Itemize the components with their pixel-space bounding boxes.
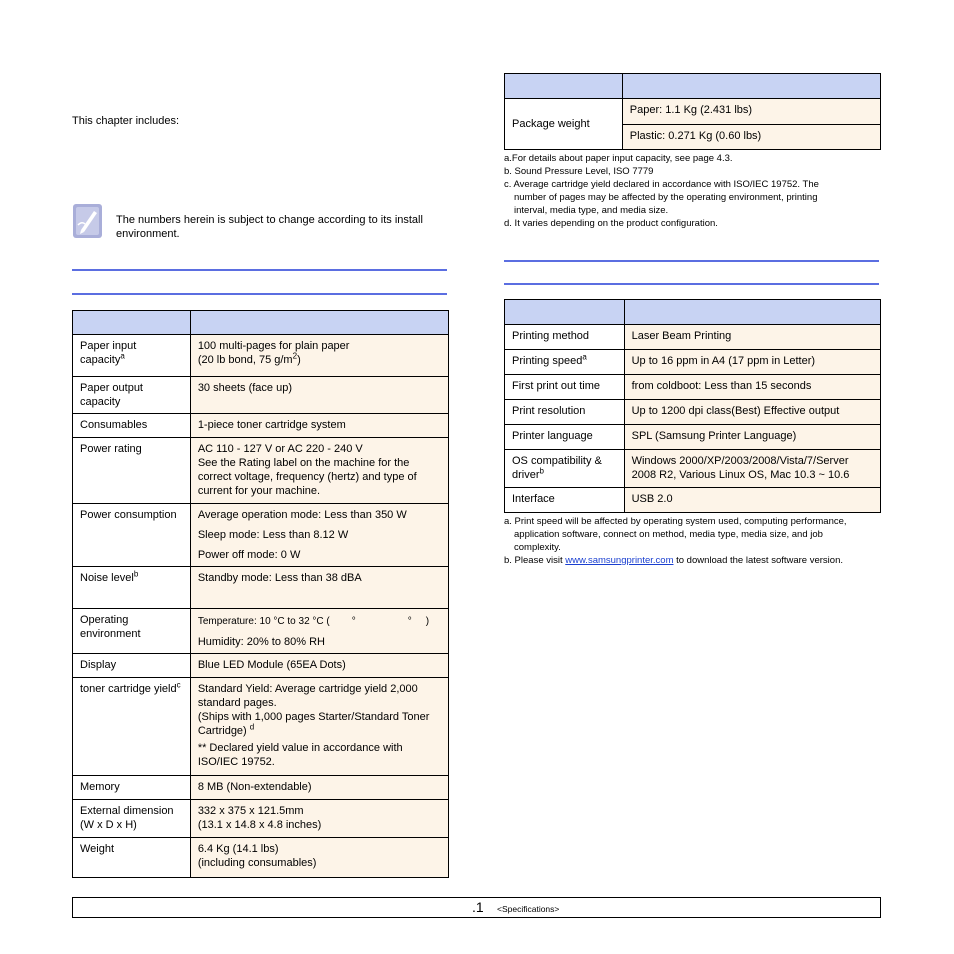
row-value: Average operation mode: Less than 350 W: [197, 509, 407, 521]
row-label: Package weight: [505, 99, 623, 150]
row-value: 6.4 Kg (14.1 lbs): [197, 843, 279, 855]
footnote-ref: a: [582, 352, 587, 362]
table-row: [73, 776, 449, 800]
footnote: b. Please visit: [504, 555, 566, 566]
row-label: Interface: [505, 488, 625, 513]
row-value: 1-piece toner cartridge system: [190, 414, 448, 438]
footnote: c. Average cartridge yield declared in accordance with ISO/IEC 19752. The: [504, 179, 819, 190]
footnote-ref: d: [249, 722, 255, 732]
row-value: (including consumables): [197, 857, 317, 869]
row-value: (13.1 x 14.8 x 4.8 inches): [197, 819, 322, 831]
row-label: Memory: [73, 776, 191, 800]
table-row: [505, 99, 881, 150]
row-value: (20 lb bond, 75 g/m: [197, 354, 293, 366]
table-header-row: [505, 74, 881, 99]
footnote: to download the latest software version.: [673, 555, 843, 566]
row-label: Power consumption: [73, 504, 191, 567]
footnote: a. Print speed will be affected by operating system used, computing performance,: [504, 516, 847, 527]
table-row: [73, 838, 449, 878]
section-rule: [72, 293, 447, 295]
row-label: Paper output capacity: [73, 377, 191, 414]
printer-spec-table: [504, 299, 881, 513]
section-rule: [72, 269, 447, 271]
table-row: [505, 400, 881, 425]
table-row: [505, 325, 881, 350]
footnote-ref: b: [133, 569, 139, 579]
row-value: (Ships with 1,000 pages Starter/Standard Toner Cartridge): [197, 711, 430, 737]
table-row: [73, 504, 449, 567]
row-value: Windows 2000/XP/2003/2008/Vista/7/Server 2008 R2, Various Linux OS, Mac 10.3 ~ 10.6: [624, 450, 880, 488]
table-row: [73, 654, 449, 678]
intro-text: This chapter includes:: [72, 115, 179, 127]
row-label: Operating environment: [73, 609, 191, 654]
temperature-text: Temperature: 10 °C to 32 °C (: [197, 616, 330, 627]
table-row: [505, 375, 881, 400]
row-value: ** Declared yield value in accordance with ISO/IEC 19752.: [197, 742, 403, 768]
degree-symbol: °: [351, 616, 356, 627]
row-value: Power off mode: 0 W: [197, 549, 301, 561]
footnote: application software, connect on method, media type, media size, and job: [514, 529, 823, 540]
superscript: 2: [292, 351, 298, 361]
degree-symbol: °: [407, 616, 412, 627]
row-label: External dimension (W x D x H): [73, 800, 191, 838]
table-row: [73, 335, 449, 377]
samsung-printer-link[interactable]: www.samsungprinter.com: [565, 555, 674, 566]
package-weight-table: [504, 73, 881, 150]
row-value: ): [297, 354, 301, 366]
table-row: [505, 350, 881, 375]
footnote: b. Sound Pressure Level, ISO 7779: [504, 166, 654, 177]
table-row: [505, 425, 881, 450]
table-row: [73, 609, 449, 654]
row-value: 30 sheets (face up): [190, 377, 448, 414]
row-value: SPL (Samsung Printer Language): [624, 425, 880, 450]
row-label: OS compatibility & driver: [512, 455, 602, 481]
footnotes-printer: [504, 515, 884, 567]
page-footer: [72, 897, 881, 918]
table-row: [73, 567, 449, 609]
row-value: 8 MB (Non-extendable): [190, 776, 448, 800]
row-value: See the Rating label on the machine for the correct voltage, frequency (hertz) and type of current for your machine.: [197, 457, 417, 497]
row-value: Humidity: 20% to 80% RH: [197, 636, 325, 648]
row-label: Weight: [73, 838, 191, 878]
paren-close: ): [425, 616, 430, 627]
footnotes-package: [504, 152, 884, 230]
table-row: [505, 450, 881, 488]
table-row: [73, 377, 449, 414]
footnote-ref: c: [176, 680, 181, 690]
chapter-tag: <Specifications>: [497, 904, 560, 914]
row-label: Paper input capacity: [80, 340, 137, 366]
table-header-row: [505, 300, 881, 325]
general-spec-table: [72, 310, 449, 878]
page-number: .1: [472, 899, 484, 915]
row-label: Noise level: [80, 572, 134, 584]
section-rule: [504, 283, 879, 285]
pencil-note-icon: [72, 203, 103, 239]
row-value: Blue LED Module (65EA Dots): [190, 654, 448, 678]
footnote: d. It varies depending on the product configuration.: [504, 218, 718, 229]
row-value: 100 multi-pages for plain paper: [197, 340, 350, 352]
table-row: [73, 800, 449, 838]
row-label: Print resolution: [505, 400, 625, 425]
footnote: interval, media type, and media size.: [514, 205, 669, 216]
row-label: Printing method: [505, 325, 625, 350]
footnote: number of pages may be affected by the operating environment, printing: [514, 192, 818, 203]
section-rule: [504, 260, 879, 262]
row-value: [191, 609, 448, 633]
table-row: [505, 488, 881, 513]
footnote-ref: a: [120, 351, 125, 361]
row-label: Consumables: [73, 414, 191, 438]
row-value: Up to 1200 dpi class(Best) Effective output: [624, 400, 880, 425]
footnote-ref: b: [539, 466, 544, 476]
row-value: AC 110 - 127 V or AC 220 - 240 V: [197, 443, 363, 455]
row-label: toner cartridge yield: [80, 683, 177, 695]
row-value: Sleep mode: Less than 8.12 W: [197, 529, 349, 541]
row-value: Standby mode: Less than 38 dBA: [190, 567, 448, 609]
row-label: Power rating: [73, 438, 191, 504]
row-label: Printing speed: [512, 355, 583, 367]
table-header-row: [73, 311, 449, 335]
row-value: Standard Yield: Average cartridge yield 2,000 standard pages.: [197, 683, 418, 709]
row-value: from coldboot: Less than 15 seconds: [624, 375, 880, 400]
row-label: Printer language: [505, 425, 625, 450]
row-value: Paper: 1.1 Kg (2.431 lbs): [629, 104, 753, 116]
row-label: First print out time: [505, 375, 625, 400]
row-value: USB 2.0: [624, 488, 880, 513]
table-row: [73, 414, 449, 438]
row-value: Up to 16 ppm in A4 (17 ppm in Letter): [624, 350, 880, 375]
row-label: Display: [73, 654, 191, 678]
row-value: Plastic: 0.271 Kg (0.60 lbs): [623, 124, 880, 149]
footnote: a.For details about paper input capacity, see page 4.3.: [504, 153, 733, 164]
table-row: [73, 678, 449, 776]
row-value: 332 x 375 x 121.5mm: [197, 805, 304, 817]
footnote: complexity.: [514, 542, 561, 553]
note-text: The numbers herein is subject to change according to its install environment.: [116, 214, 423, 240]
table-row: [73, 438, 449, 504]
row-value: Laser Beam Printing: [624, 325, 880, 350]
